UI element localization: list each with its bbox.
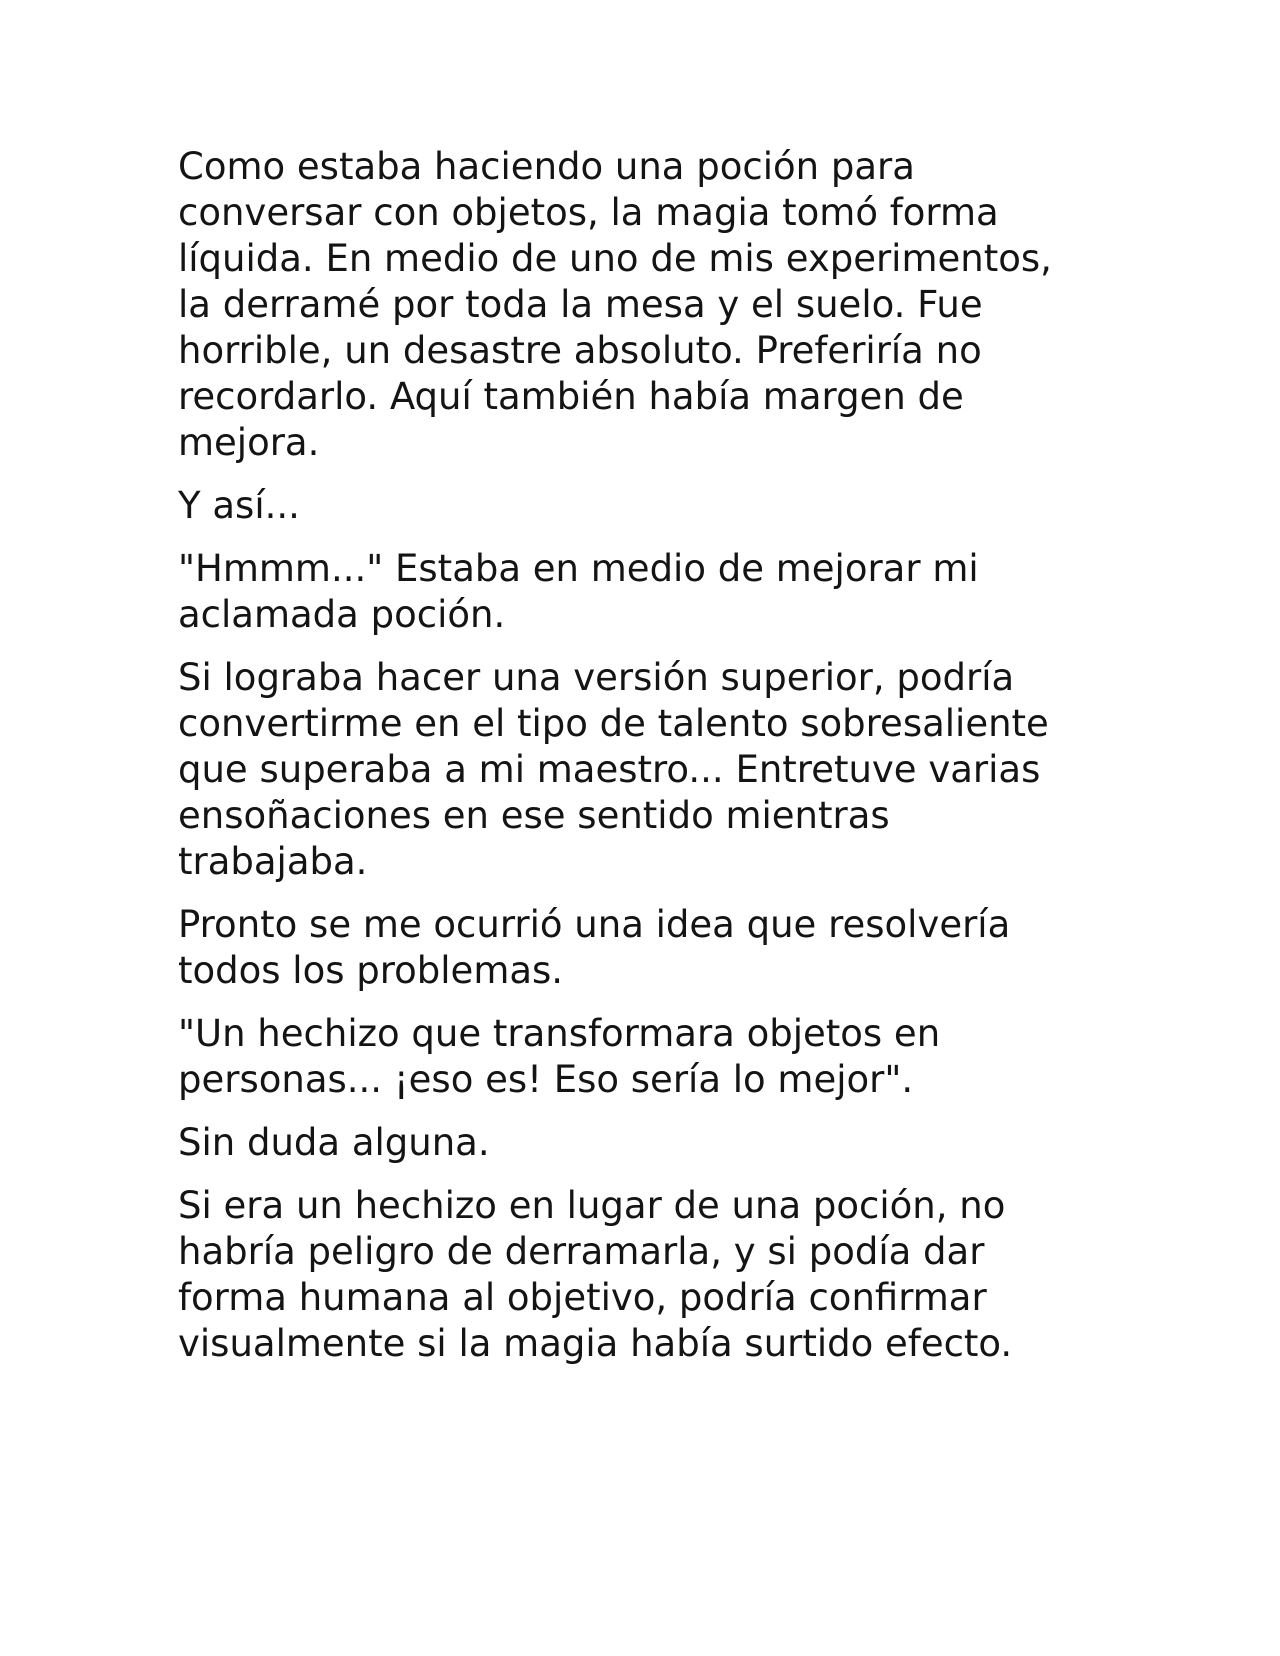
paragraph-7: Sin duda alguna. — [178, 1121, 490, 1164]
paragraph-2: Y así... — [178, 484, 300, 527]
document-page — [178, 144, 1098, 1384]
paragraph-6: "Un hechizo que transformara objetos en personas... ¡eso es! Eso sería lo mejor". — [178, 1012, 941, 1101]
paragraph-3: "Hmmm..." Estaba en medio de mejorar mi aclamada poción. — [178, 547, 979, 636]
paragraph-5: Pronto se me ocurrió una idea que resolvería todos los problemas. — [178, 903, 1011, 992]
paragraph-4: Si lograba hacer una versión superior, podría convertirme en el tipo de talento sobresaliente que superaba a mi maestro... Entretuve varias ensoñaciones en ese sentido mientras trabajaba. — [178, 656, 1049, 883]
paragraph-8: Si era un hechizo en lugar de una poción, no habría peligro de derramarla, y si podía dar forma humana al objetivo, podría confirmar visualmente si la magia había surtido efecto. — [178, 1184, 1013, 1365]
paragraph-1: Como estaba haciendo una poción para conversar con objetos, la magia tomó forma líquida. En medio de uno de mis experimentos, la derramé por toda la mesa y el suelo. Fue horrible, un desastre absoluto. Preferiría no recordarlo. Aquí también había margen de mejora. — [178, 145, 1052, 464]
